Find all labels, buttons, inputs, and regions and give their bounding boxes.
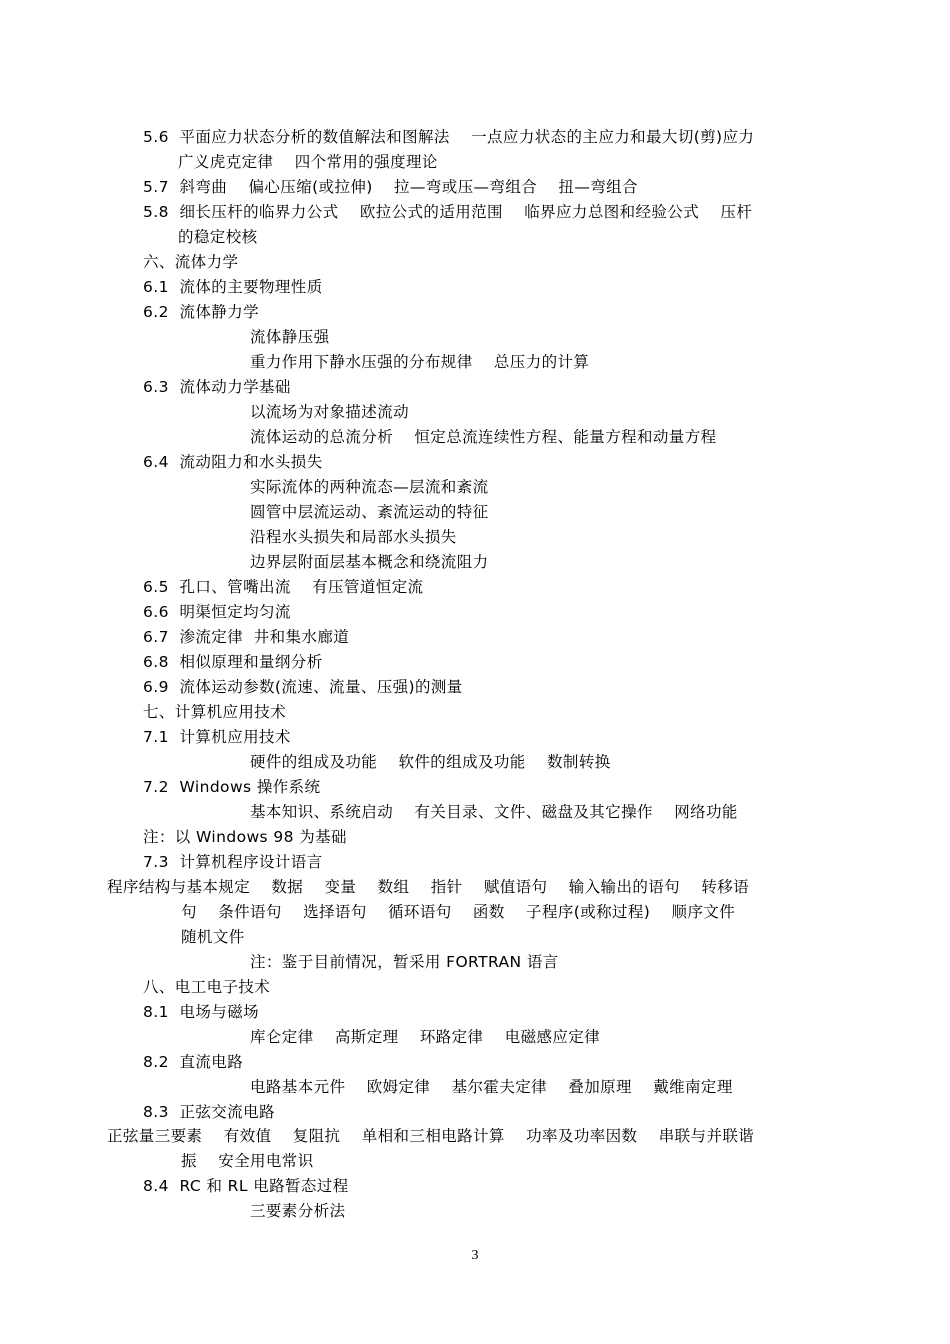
- text-line: 5.7 斜弯曲 偏心压缩(或拉伸) 拉—弯或压—弯组合 扭—弯组合: [143, 178, 638, 196]
- text-line: 沿程水头损失和局部水头损失: [250, 528, 457, 546]
- text-line: 振 安全用电常识: [181, 1152, 314, 1170]
- text-line: 硬件的组成及功能 软件的组成及功能 数制转换: [250, 753, 611, 771]
- text-line: 8.3 正弦交流电路: [143, 1103, 275, 1121]
- page-number: 3: [471, 1248, 479, 1263]
- text-line: 6.4 流动阻力和水头损失: [143, 453, 323, 471]
- text-line: 6.3 流体动力学基础: [143, 378, 291, 396]
- text-line: 5.6 平面应力状态分析的数值解法和图解法 一点应力状态的主应力和最大切(剪)应力: [143, 128, 755, 146]
- text-line: 随机文件: [181, 928, 245, 946]
- text-line: 6.7 渗流定律 井和集水廊道: [143, 628, 350, 646]
- text-line: 7.1 计算机应用技术: [143, 728, 291, 746]
- text-line: 流体运动的总流分析 恒定总流连续性方程、能量方程和动量方程: [250, 428, 717, 446]
- note-line: 注：鉴于目前情况，暂采用 FORTRAN 语言: [250, 953, 559, 971]
- text-line: 7.3 计算机程序设计语言: [143, 853, 323, 871]
- text-line: 6.8 相似原理和量纲分析: [143, 653, 323, 671]
- text-line: 库仑定律 高斯定理 环路定律 电磁感应定律: [250, 1028, 601, 1046]
- text-line: 6.5 孔口、管嘴出流 有压管道恒定流: [143, 578, 424, 596]
- text-line: 6.6 明渠恒定均匀流: [143, 603, 291, 621]
- text-line: 边界层附面层基本概念和绕流阻力: [250, 553, 489, 571]
- text-line: 流体静压强: [250, 328, 330, 346]
- text-line: 8.1 电场与磁场: [143, 1003, 260, 1021]
- text-line: 5.8 细长压杆的临界力公式 欧拉公式的适用范围 临界应力总图和经验公式 压杆: [143, 203, 753, 221]
- text-line: 实际流体的两种流态—层流和紊流: [250, 478, 489, 496]
- text-line: 8.4 RC 和 RL 电路暂态过程: [143, 1177, 349, 1195]
- text-line: 8.2 直流电路: [143, 1053, 244, 1071]
- text-line: 7.2 Windows 操作系统: [143, 778, 321, 796]
- text-line: 程序结构与基本规定 数据 变量 数组 指针 赋值语句 输入输出的语句 转移语: [107, 878, 750, 896]
- text-line: 正弦量三要素 有效值 复阻抗 单相和三相电路计算 功率及功率因数 串联与并联谐: [107, 1127, 755, 1145]
- section-heading: 八、电工电子技术: [143, 978, 271, 996]
- text-line: 广义虎克定律 四个常用的强度理论: [178, 153, 438, 171]
- text-line: 以流场为对象描述流动: [250, 403, 410, 421]
- text-line: 电路基本元件 欧姆定律 基尔霍夫定律 叠加原理 戴维南定理: [250, 1078, 733, 1096]
- section-heading: 六、流体力学: [143, 253, 239, 271]
- text-line: 的稳定校核: [178, 228, 258, 246]
- text-line: 圆管中层流运动、紊流运动的特征: [250, 503, 489, 521]
- note-line: 注：以 Windows 98 为基础: [143, 828, 347, 846]
- text-line: 6.2 流体静力学: [143, 303, 260, 321]
- text-line: 句 条件语句 选择语句 循环语句 函数 子程序(或称过程) 顺序文件: [181, 903, 736, 921]
- text-line: 6.9 流体运动参数(流速、流量、压强)的测量: [143, 678, 463, 696]
- text-line: 6.1 流体的主要物理性质: [143, 278, 323, 296]
- text-line: 基本知识、系统启动 有关目录、文件、磁盘及其它操作 网络功能: [250, 803, 738, 821]
- text-line: 重力作用下静水压强的分布规律 总压力的计算: [250, 353, 590, 371]
- section-heading: 七、计算机应用技术: [143, 703, 287, 721]
- text-line: 三要素分析法: [250, 1202, 346, 1220]
